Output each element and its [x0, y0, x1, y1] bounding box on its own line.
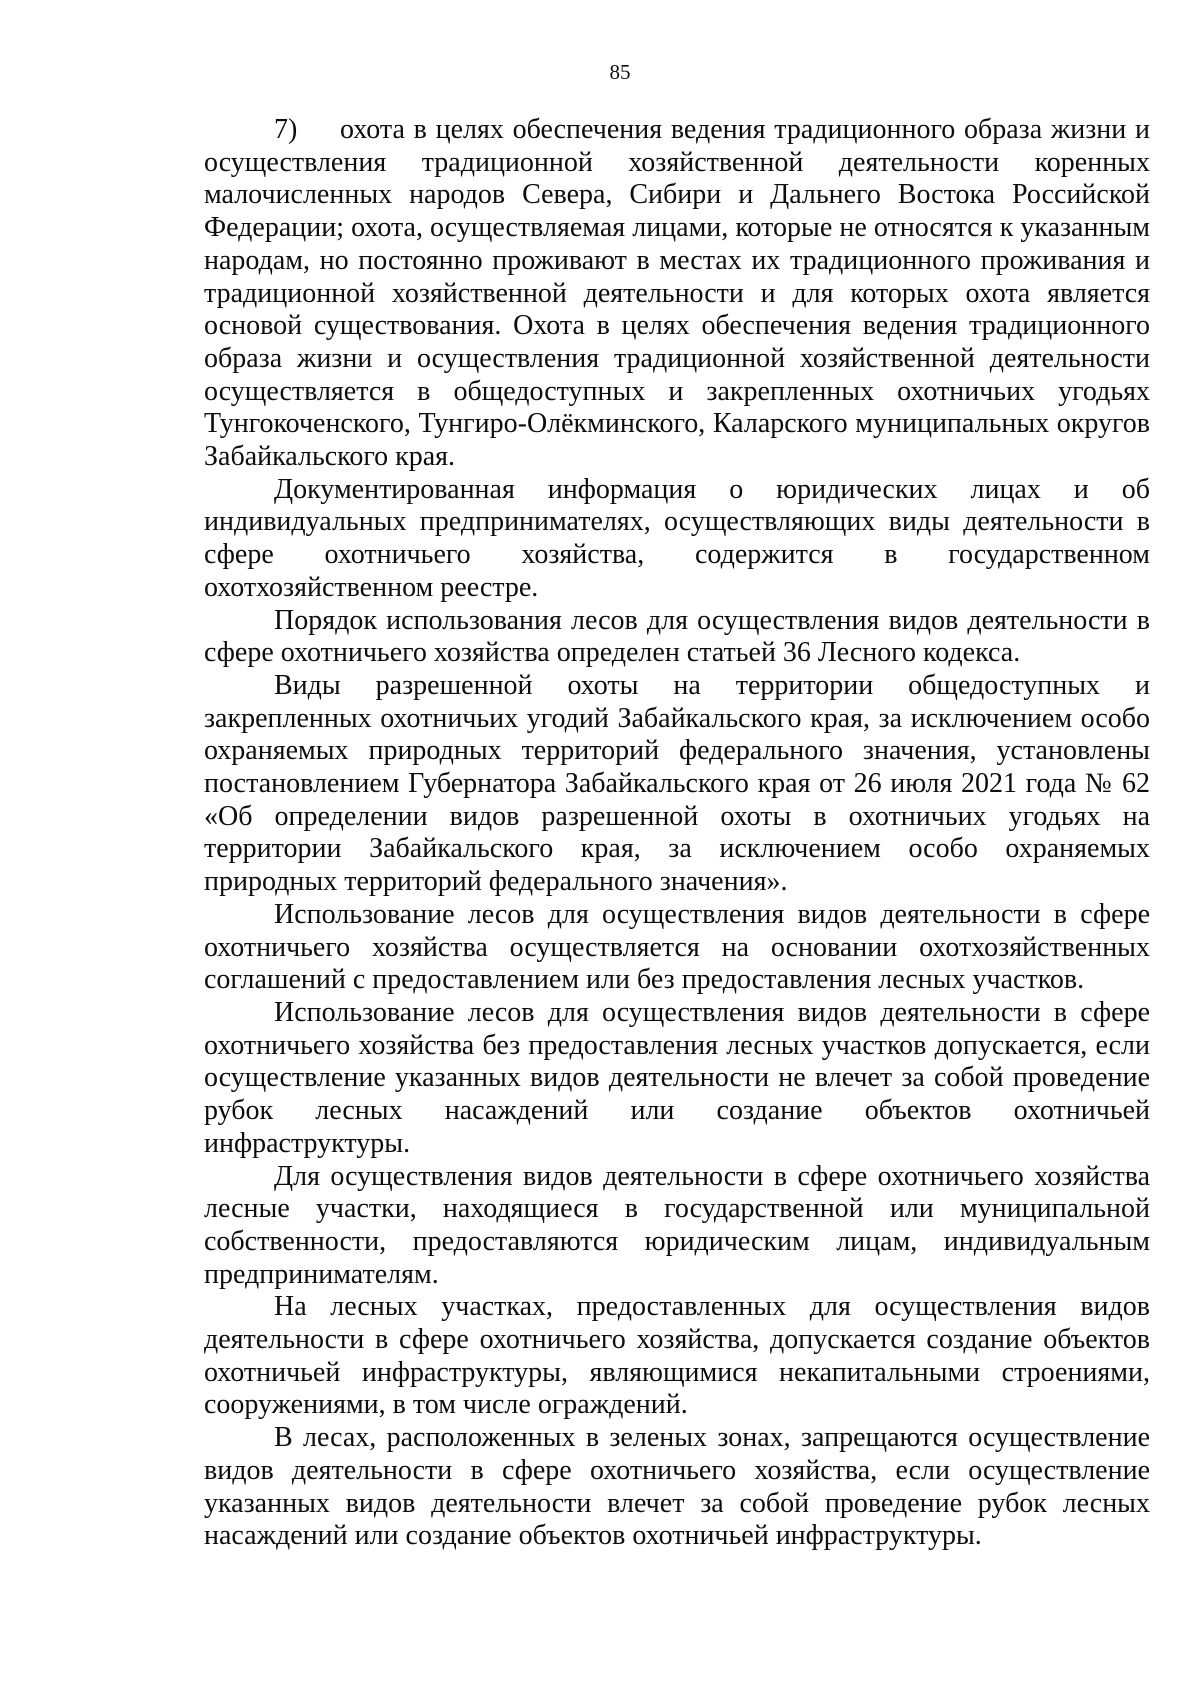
paragraph-forest-use-order: Порядок использования лесов для осуществления видов деятельности в сфере охотничьего хозяйства определен статьей 36 Лесного кодекса. [204, 604, 1150, 669]
list-item-text: охота в целях обеспечения ведения традиционного образа жизни и осуществления традиционной хозяйственной деятельности коренных малочисленных народов Севера, Сибири и Дальнего Востока Российской Федерации; охота, осуществляемая лицами, которые не относятся к указанным народам, но постоянно проживают в местах их традиционного проживания и традиционной хозяйственной деятельности и для которых охота является основой существования. Охота в целях обеспечения ведения традиционного образа жизни и осуществления традиционной хозяйственной деятельности осуществляется в общедоступных и закрепленных охотничьих угодьях Тунгокоченского, Тунгиро-Олёкминского, Каларского муниципальных округов Забайкальского края. [204, 114, 1150, 473]
paragraph-plot-provision: Для осуществления видов деятельности в сфере охотничьего хозяйства лесные участки, находящиеся в государственной или муниципальной собственности, предоставляются юридическим лицам, индивидуальным предпринимателям. [204, 1160, 1150, 1290]
paragraph-allowed-hunting-types: Виды разрешенной охоты на территории общедоступных и закрепленных охотничьих угодий Забайкальского края, за исключением особо охраняемых природных территорий федерального значения, установлены постановлением Губернатора Забайкальского края от 26 июля 2021 года № 62 «Об определении видов разрешенной охоты в охотничьих угодьях на территории Забайкальского края, за исключением особо охраняемых природных территорий федерального значения». [204, 669, 1150, 898]
paragraph-registry-info: Документированная информация о юридических лицах и об индивидуальных предпринимателях, осуществляющих виды деятельности в сфере охотничьего хозяйства, содержится в государственном охотхозяйственном реестре. [204, 473, 1150, 603]
paragraph-green-zones: В лесах, расположенных в зеленых зонах, запрещаются осуществление видов деятельности в сфере охотничьего хозяйства, если осуществление указанных видов деятельности влечет за собой проведение рубок лесных насаждений или создание объектов охотничьей инфраструктуры. [204, 1422, 1150, 1552]
paragraph-use-without-plots: Использование лесов для осуществления видов деятельности в сфере охотничьего хозяйства без предоставления лесных участков допускается, если осуществление указанных видов деятельности не влечет за собой проведение рубок лесных насаждений или создание объектов охотничьей инфраструктуры. [204, 996, 1150, 1159]
paragraph-infrastructure-creation: На лесных участках, предоставленных для осуществления видов деятельности в сфере охотничьего хозяйства, допускается создание объектов охотничьей инфраструктуры, являющимися некапитальными строениями, сооружениями, в том числе ограждений. [204, 1291, 1150, 1421]
list-item-7 [204, 114, 1150, 474]
document-body [204, 114, 1150, 1553]
list-item-marker: 7) [274, 114, 298, 145]
page-number: 85 [609, 60, 631, 84]
paragraph-hunting-agreements: Использование лесов для осуществления видов деятельности в сфере охотничьего хозяйства осуществляется на основании охотхозяйственных соглашений с предоставлением или без предоставления лесных участков. [204, 898, 1150, 996]
